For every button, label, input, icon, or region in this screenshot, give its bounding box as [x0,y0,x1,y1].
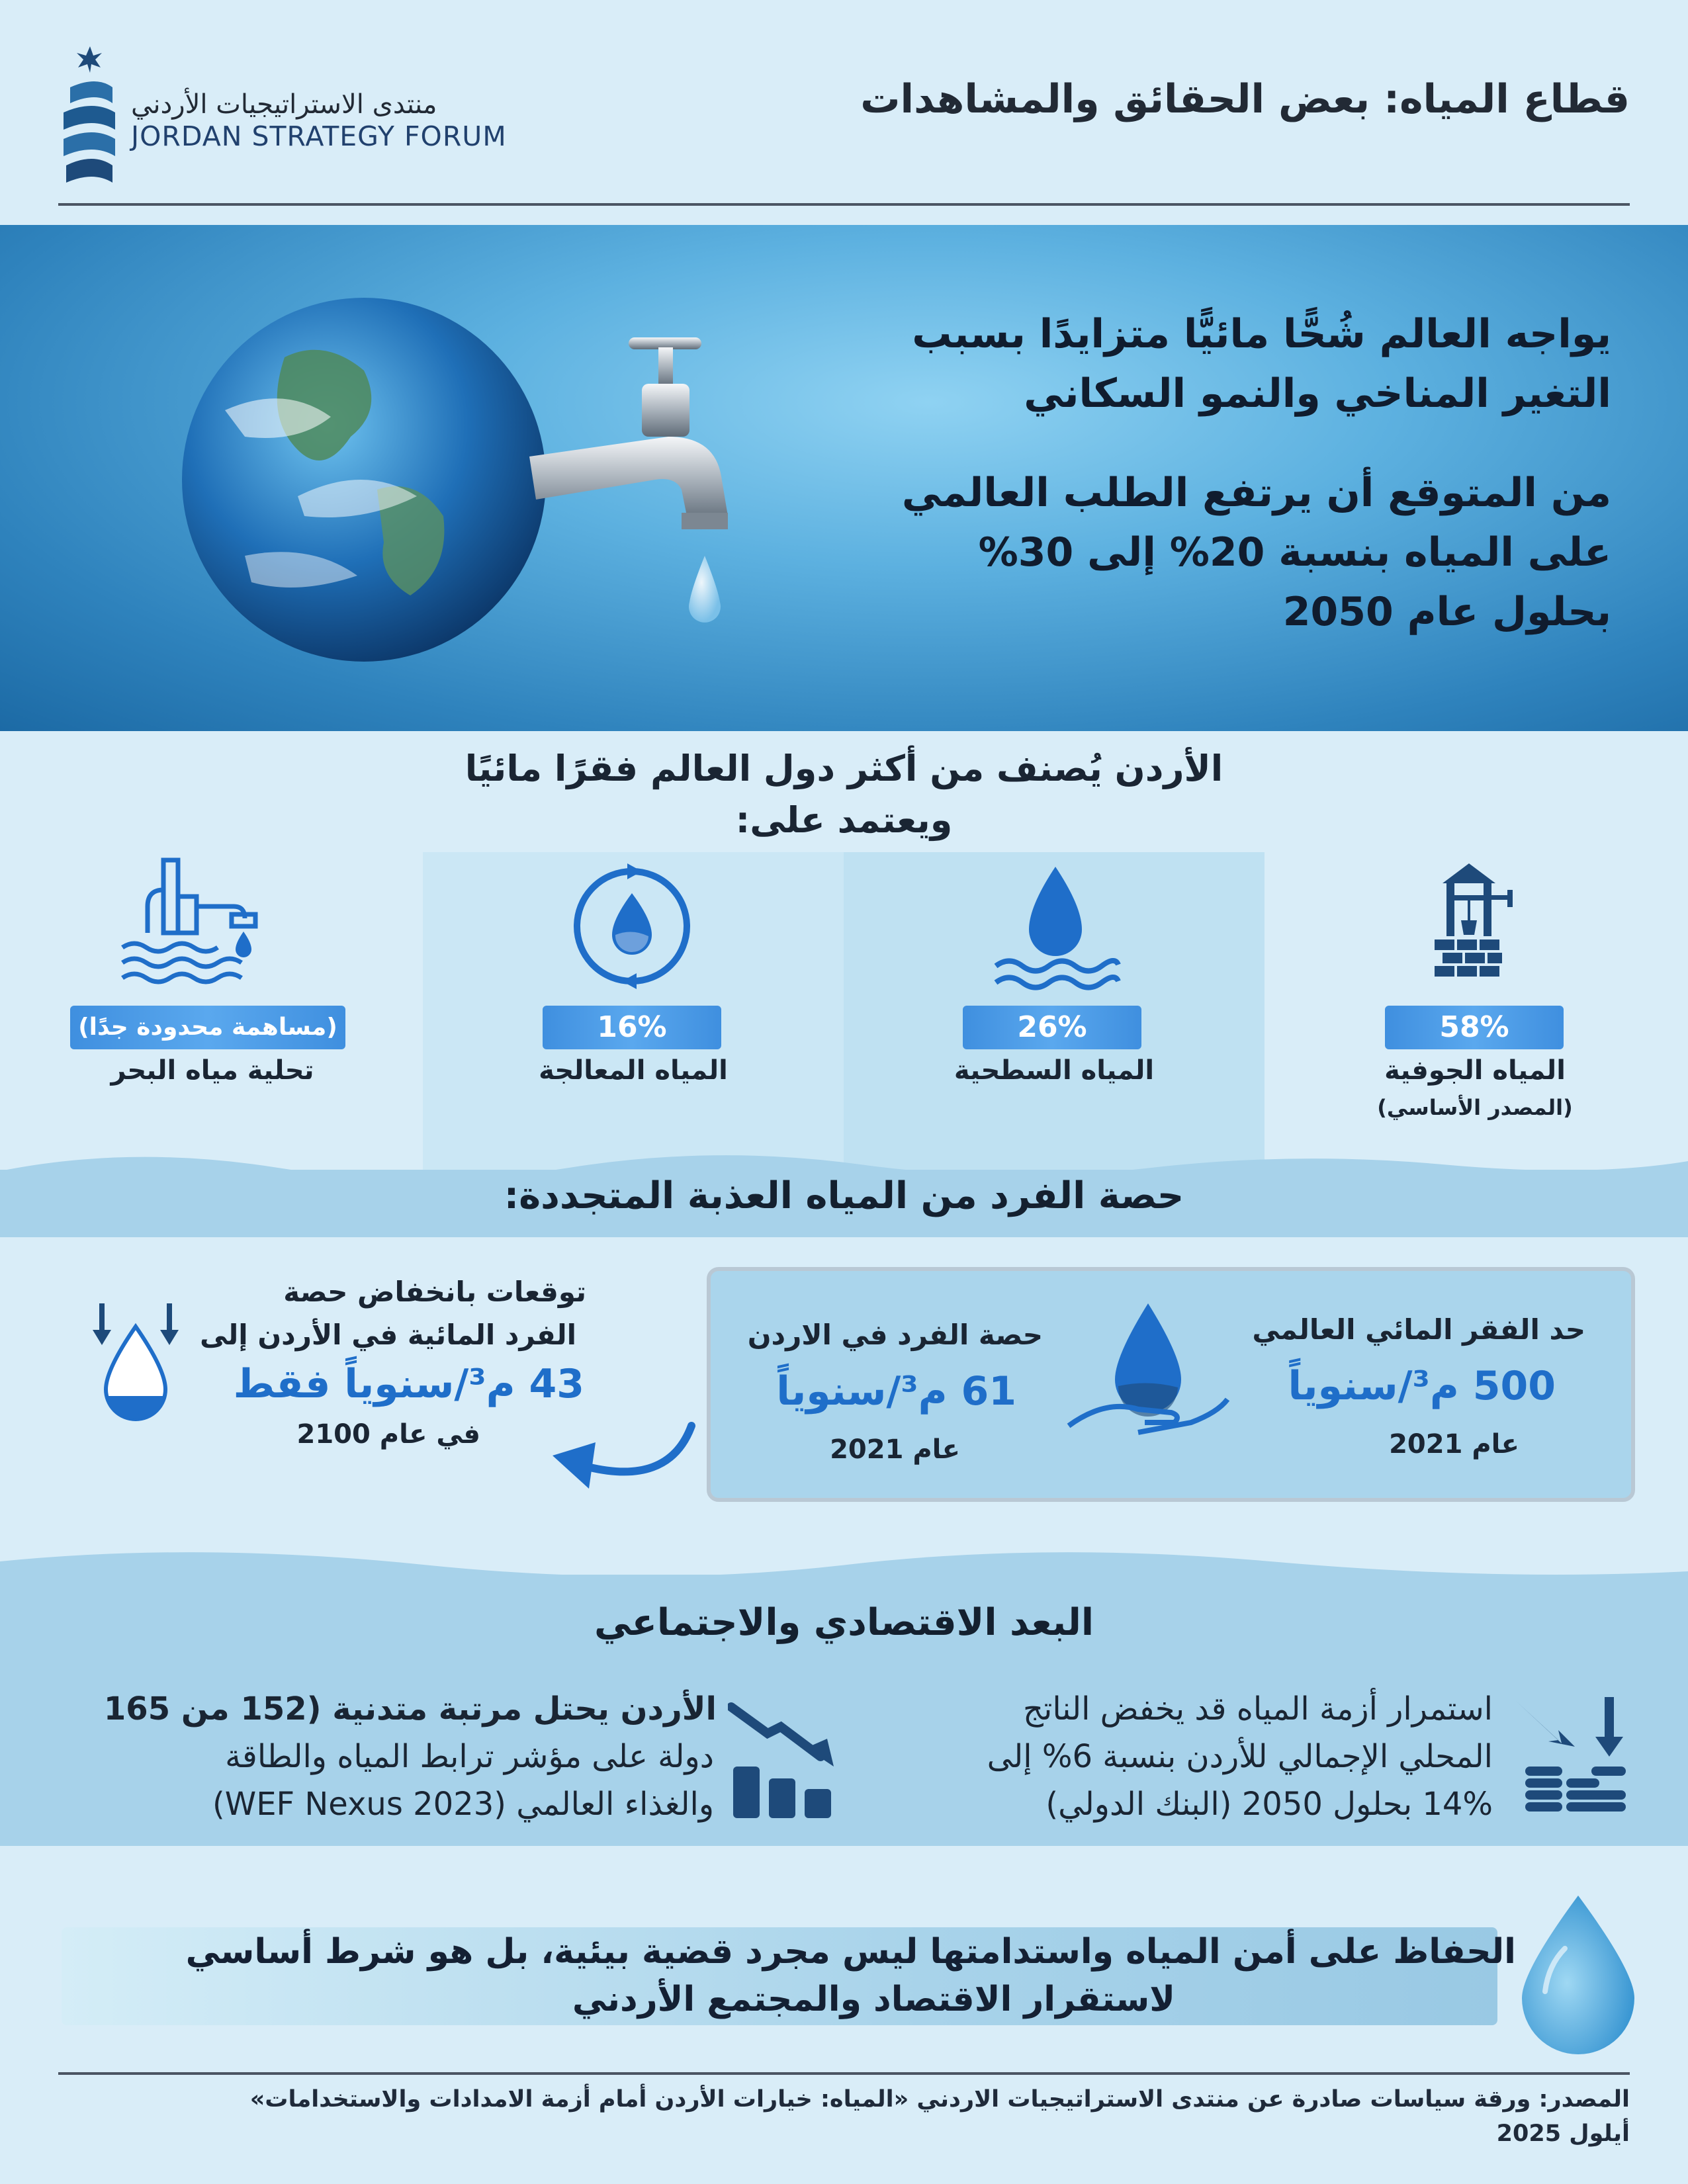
source-citation: المصدر: ورقة سياسات صادرة عن منتدى الاستراتيجيات الاردني «المياه: خيارات الأردن أمام أزمة الامدادات والاستخدامات» [249,2086,1630,2113]
hero-line-2: التغير المناخي والنمو السكاني [1024,371,1611,417]
header-divider [58,203,1630,206]
desalination-label: تحلية مياه البحر [111,1055,314,1086]
global-poverty-line-label: حد الفقر المائي العالمي [1252,1313,1585,1346]
desalination-plant-icon [116,853,314,992]
jordan-share-label: حصة الفرد في الاردن [747,1319,1043,1351]
sources-subtitle: ويعتمد على: [735,799,953,841]
logo-arabic-text: منتدى الاستراتيجيات الأردني [131,89,437,120]
globe-faucet-illustration [165,278,814,681]
recycle-drop-icon [569,863,695,989]
global-poverty-line-value: 500 م³/سنوياً [1288,1363,1556,1409]
hero-line-3: من المتوقع أن يرتفع الطلب العالمي [901,470,1611,516]
jordan-share-value: 61 م³/سنوياً [776,1368,1016,1415]
hero-line-1: يواجه العالم شُحًّا مائيًّا متزايدًا بسبب [912,311,1611,357]
forecast-value: 43 م³/سنوياً فقط [233,1361,584,1407]
water-drop-icon [1515,1892,1641,2058]
hand-drop-icon [1065,1300,1231,1442]
economic-title: البعد الاقتصادي والاجتماعي [594,1601,1094,1644]
gdp-impact-line-3: 14% بحلول 2050 (البنك الدولي) [1045,1786,1493,1823]
groundwater-label: المياه الجوفية [1384,1055,1566,1086]
treated-percent-badge: 16% [543,1006,721,1049]
sources-title: الأردن يُصنف من أكثر دول العالم فقرًا مائيًا [465,748,1223,789]
gdp-impact-line-1: استمرار أزمة المياه قد يخفض الناتج [1023,1690,1493,1727]
logo [57,46,123,192]
nexus-rank-line-2: دولة على مؤشر ترابط المياه والطاقة [225,1738,714,1775]
coins-decline-icon [1512,1694,1631,1819]
hero-line-4: على المياه بنسبة 20% إلى 30% [978,529,1611,576]
nexus-rank-line-1: الأردن يحتل مرتبة متدنية (152 من 165 [103,1690,717,1727]
desalination-note-badge: (مساهمة محدودة جدًا) [70,1006,345,1049]
treated-label: المياه المعالجة [539,1055,728,1086]
hero-line-5: بحلول عام 2050 [1282,589,1611,635]
surface-percent-badge: 26% [963,1006,1141,1049]
groundwater-note: (المصدر الأساسي) [1377,1095,1573,1120]
key-message-line-2: لاستقرار الاقتصاد والمجتمع الأردني [572,1980,1175,2019]
well-icon [1429,863,1535,983]
water-drop-waves-icon [989,860,1122,992]
jordan-share-year: عام 2021 [830,1434,960,1465]
surface-label: المياه السطحية [954,1055,1155,1086]
groundwater-percent-badge: 58% [1385,1006,1564,1049]
global-poverty-line-year: عام 2021 [1389,1429,1519,1460]
forecast-line-2: الفرد المائية في الأردن إلى [200,1319,576,1351]
renewable-title: حصة الفرد من المياه العذبة المتجددة: [504,1174,1184,1217]
curved-arrow-icon [543,1416,701,1502]
forecast-line-1: توقعات بانخفاض حصة [283,1276,586,1308]
declining-bar-chart-icon [728,1700,844,1819]
footer-divider [58,2072,1630,2075]
nexus-rank-line-3: والغذاء العالمي (WEF Nexus 2023) [212,1786,714,1823]
logo-english-text: JORDAN STRATEGY FORUM [131,120,507,152]
page-title: قطاع المياه: بعض الحقائق والمشاهدات [860,76,1630,122]
source-date: أيلول 2025 [1496,2120,1630,2147]
drop-down-arrows-icon [93,1300,179,1429]
forecast-year: في عام 2100 [296,1419,480,1450]
gdp-impact-line-2: المحلي الإجمالي للأردن بنسبة 6% إلى [987,1738,1493,1775]
key-message-line-1: الحفاظ على أمن المياه واستدامتها ليس مجرد قضية بيئية، بل هو شرط أساسي [185,1932,1516,1972]
